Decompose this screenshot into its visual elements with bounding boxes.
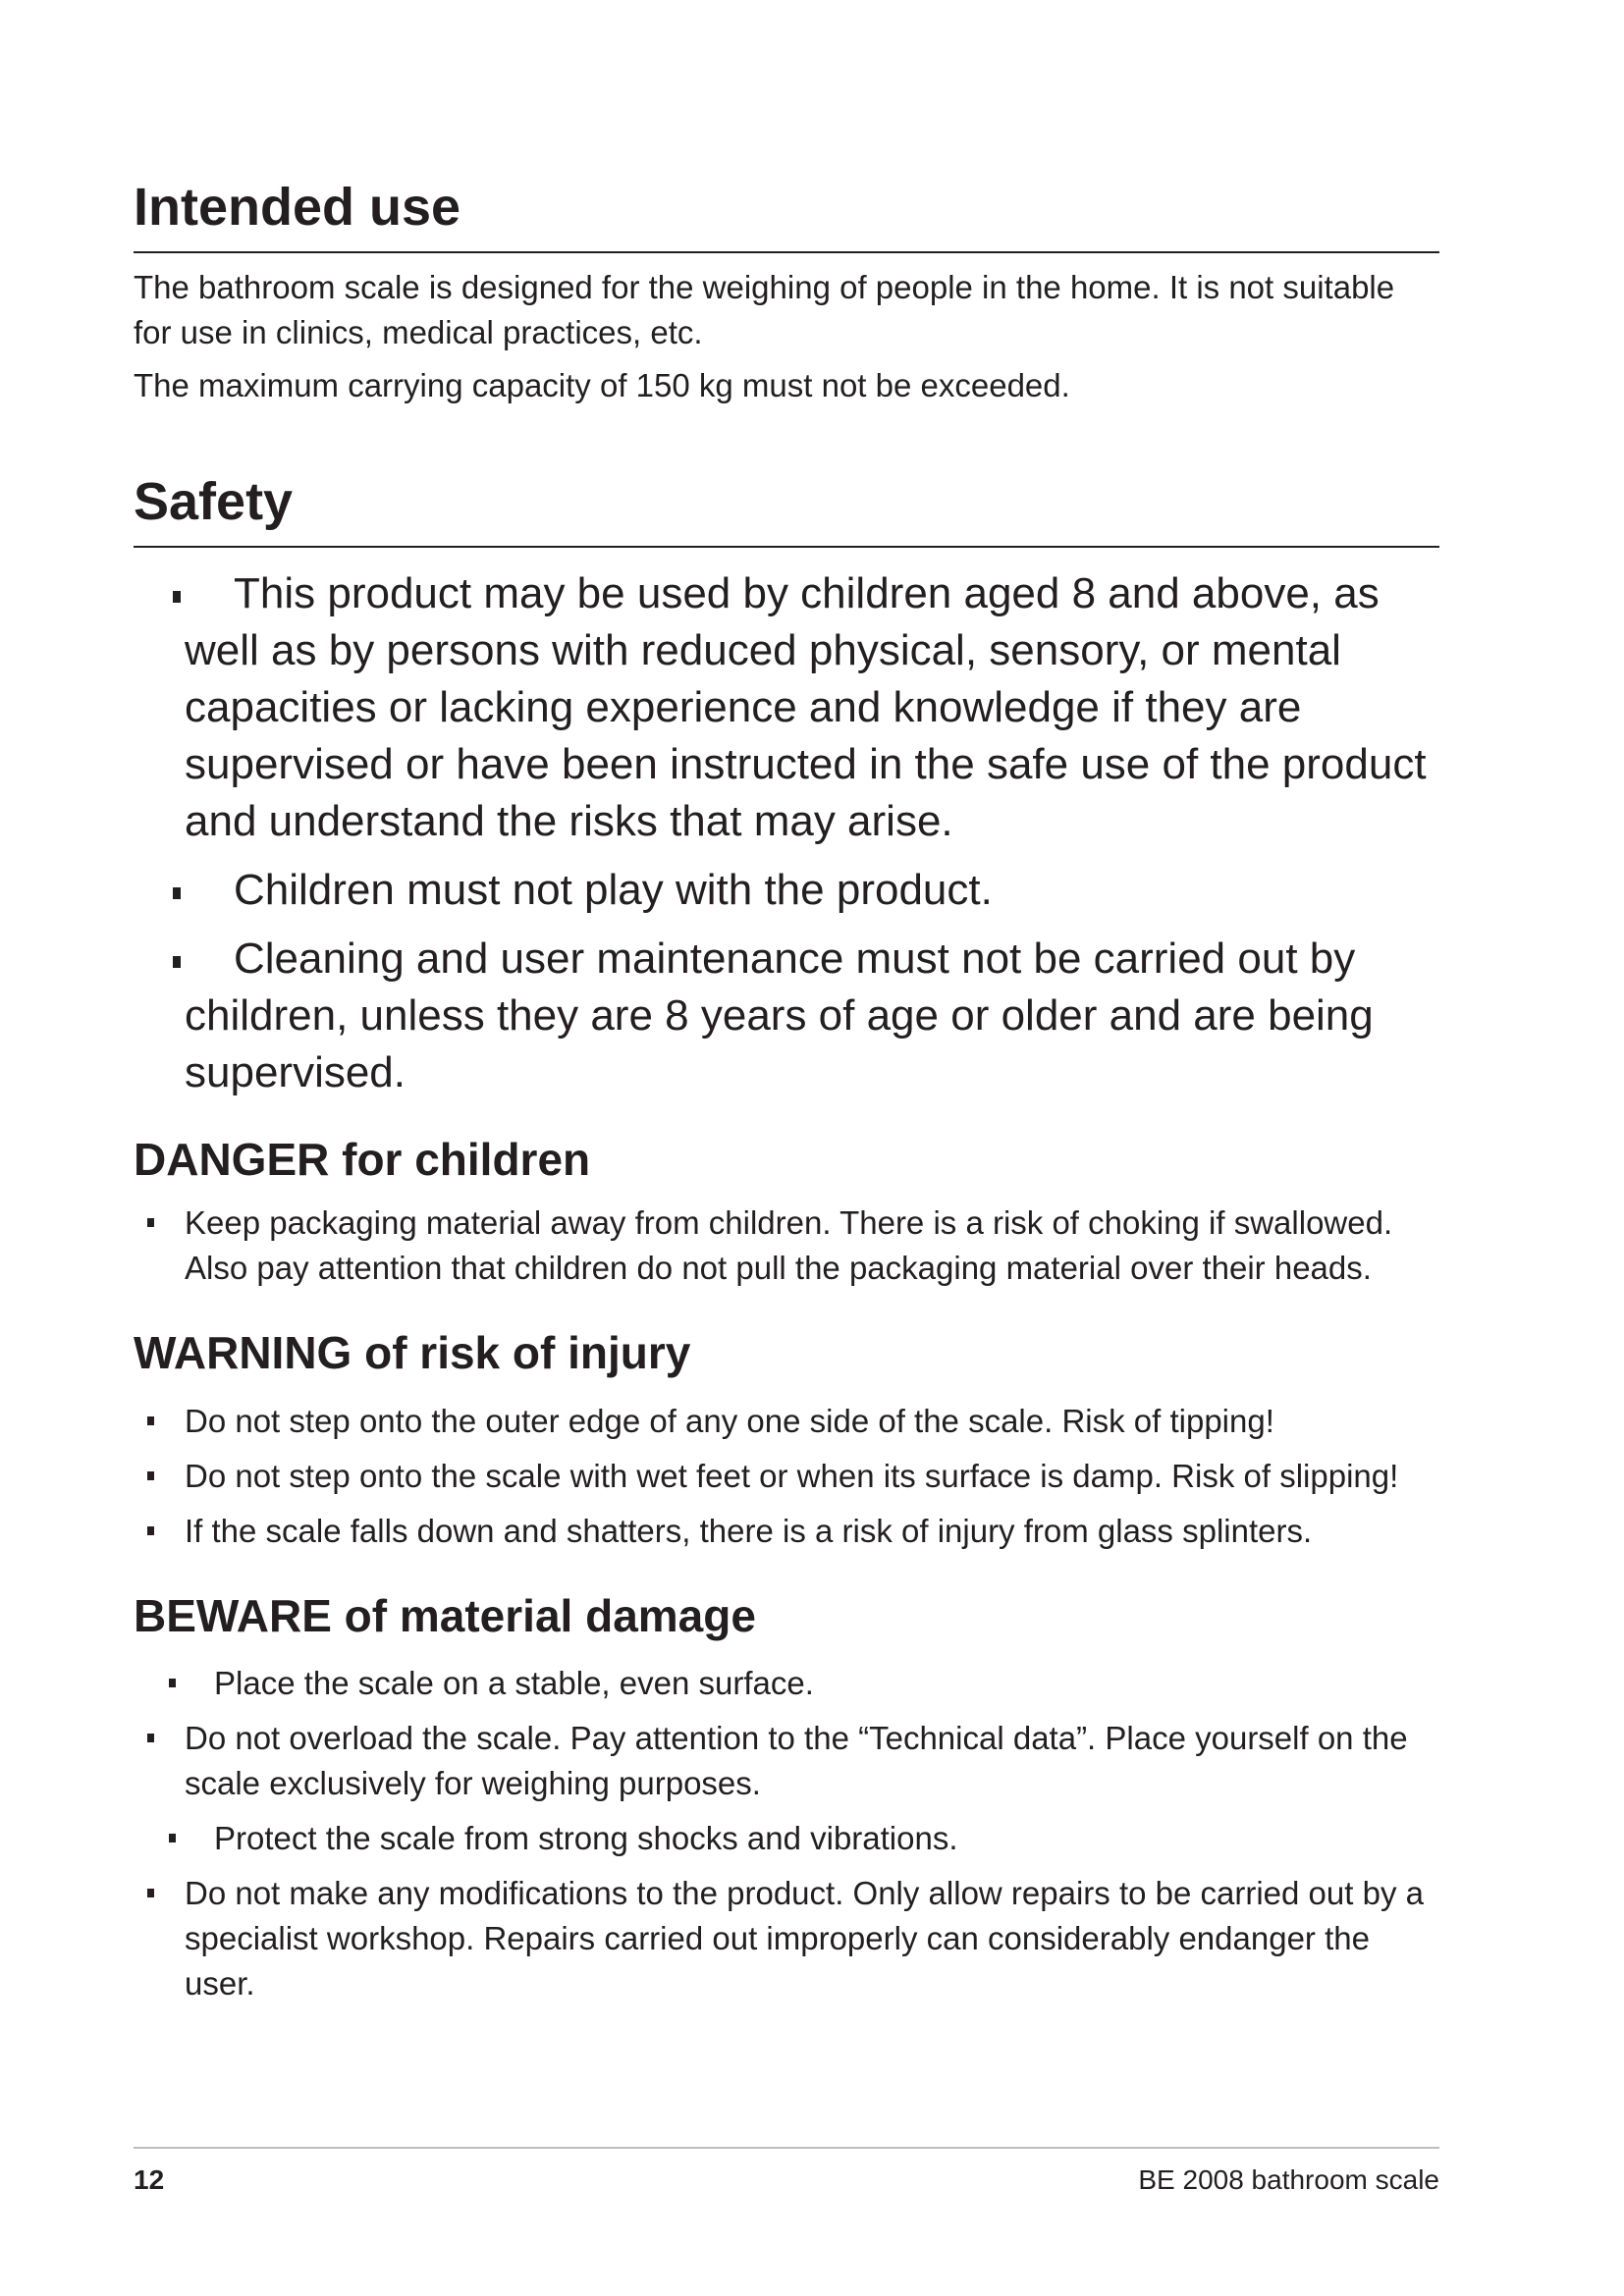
- bullet-icon: [173, 956, 181, 968]
- list-item-text: Keep packaging material away from children. There is a risk of choking if swallowed. Also pay attention that children do not pull the packaging material over their heads.: [185, 1204, 1393, 1287]
- bullet-icon: [173, 887, 181, 899]
- list-item: [134, 1661, 1439, 1706]
- safety-heading: Safety: [134, 471, 1439, 548]
- list-item: [134, 1509, 1439, 1554]
- list-item: [134, 1201, 1439, 1291]
- list-item-text: This product may be used by children aged 8 and above, as well as by persons with reduced physical, sensory, or mental capacities or lacking experience and knowledge if they are supervised or have been instructed in the safe use of the product and understand the risks that may arise.: [185, 569, 1427, 846]
- warning-list: [134, 1399, 1439, 1554]
- beware-list: [134, 1661, 1439, 2006]
- document-name: BE 2008 bathroom scale: [1138, 2164, 1439, 2195]
- page-number: 12: [134, 2164, 165, 2195]
- bullet-icon: [147, 1526, 154, 1535]
- bullet-icon: [147, 1889, 154, 1897]
- list-item-text: Cleaning and user maintenance must not be carried out by children, unless they are 8 years of age or older and are being supervised.: [185, 934, 1374, 1097]
- beware-section: [134, 1589, 1439, 2006]
- list-item: [134, 931, 1439, 1101]
- list-item: [134, 1454, 1439, 1499]
- warning-heading: WARNING of risk of injury: [134, 1327, 691, 1379]
- danger-section: [134, 1133, 1439, 1291]
- capacity-paragraph: The maximum carrying capacity of 150 kg must not be exceeded.: [134, 367, 1070, 404]
- safety-section: [134, 471, 1439, 1101]
- intended-use-heading: Intended use: [134, 177, 1439, 253]
- bullet-icon: [169, 1834, 176, 1842]
- intended-use-paragraph: The bathroom scale is designed for the weighing of people in the home. It is not suitable for use in clinics, medical practices, etc.: [134, 269, 1395, 351]
- list-item: [134, 1716, 1439, 1806]
- list-item: [134, 1399, 1439, 1444]
- danger-list: [134, 1201, 1439, 1291]
- page-content: [134, 177, 1439, 2006]
- list-item-text: Do not step onto the outer edge of any one side of the scale. Risk of tipping!: [185, 1402, 1274, 1439]
- list-item-text: Do not step onto the scale with wet feet or when its surface is damp. Risk of slipping!: [185, 1457, 1399, 1494]
- list-item: [134, 1871, 1439, 2006]
- bullet-icon: [147, 1471, 154, 1480]
- safety-list: [134, 565, 1439, 1101]
- bullet-icon: [147, 1416, 154, 1425]
- list-item-text: If the scale falls down and shatters, there is a risk of injury from glass splinters.: [185, 1512, 1313, 1549]
- bullet-icon: [169, 1679, 176, 1687]
- list-item: [134, 1816, 1439, 1861]
- list-item-text: Protect the scale from strong shocks and vibrations.: [214, 1819, 958, 1856]
- danger-heading: DANGER for children: [134, 1134, 591, 1186]
- beware-heading: BEWARE of material damage: [134, 1589, 756, 1641]
- bullet-icon: [147, 1218, 154, 1227]
- bullet-icon: [147, 1734, 154, 1742]
- bullet-icon: [173, 591, 181, 603]
- list-item-text: Do not overload the scale. Pay attention to the “Technical data”. Place yourself on the scale exclusively for weighing purposes.: [185, 1719, 1408, 1801]
- warning-section: [134, 1326, 1439, 1553]
- list-item-text: Place the scale on a stable, even surface.: [214, 1664, 814, 1701]
- intended-use-section: [134, 177, 1439, 408]
- list-item-text: Do not make any modifications to the product. Only allow repairs to be carried out by a specialist workshop. Repairs carried out improperly can considerably endanger the user.: [185, 1874, 1424, 2002]
- list-item-text: Children must not play with the product.: [234, 866, 993, 915]
- footer-divider: [134, 2147, 1439, 2149]
- list-item: [134, 565, 1439, 850]
- list-item: [134, 862, 1439, 919]
